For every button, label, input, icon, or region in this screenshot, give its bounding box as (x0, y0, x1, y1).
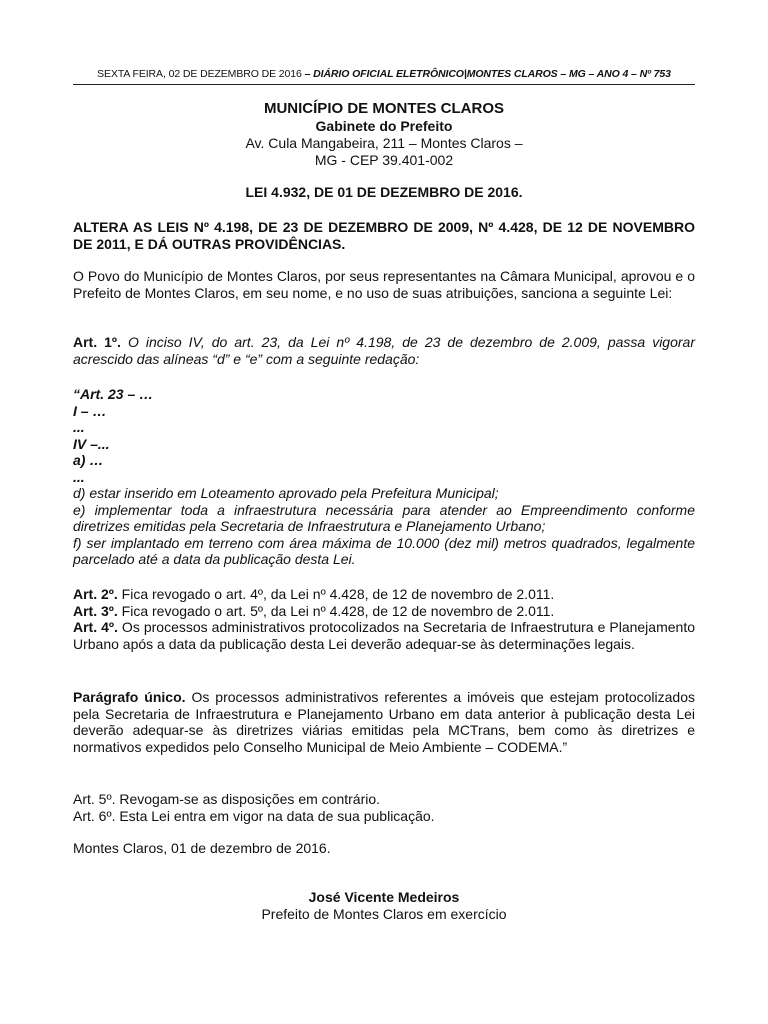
sole-paragraph-text: Os processos administrativos referentes a imóveis que estejam protocolizados pela Secretaria de Infraestrutura e Planejamento Urbano em data anterior à publicação desta Lei deverão adequar-se às diretrizes viárias emitidas pela MCTrans, bem como às diretrizes e normativos expedidos pelo Conselho Municipal de Meio Ambiente – CODEMA.” (73, 689, 696, 755)
quote-line-i: I – … (73, 402, 107, 419)
quote-line-ellipsis-2: ... (73, 468, 85, 485)
article-3-label: Art. 3º. (73, 602, 118, 619)
address-line-2: MG - CEP 39.401-002 (314, 151, 454, 168)
signatory-role: Prefeito de Montes Claros em exercício (261, 906, 507, 922)
quote-item-f: f) ser implantado em terreno com área máxima de 10.000 (dez mil) metros quadrados, legalmente parcelado até a data da publicação desta Lei. (73, 534, 695, 567)
quote-item-e: e) implementar toda a infraestrutura necessária para atender ao Empreendimento conforme diretrizes emitidas pela Secretaria de Infraestrutura e Planejamento Urbano; (73, 501, 695, 534)
header-divider (73, 84, 695, 85)
article-2 (73, 586, 695, 603)
article-4-label: Art. 4º. (73, 619, 118, 635)
article-3-text: Fica revogado o art. 5º, da Lei nº 4.428, de 12 de novembro de 2.011. (117, 602, 555, 619)
article-3 (73, 603, 695, 620)
article-4 (73, 619, 695, 652)
articles-2-4 (73, 586, 695, 652)
header-publication: – DIÁRIO OFICIAL ELETRÔNICO|MONTES CLAROS – MG – ANO 4 – Nº 753 (301, 68, 671, 80)
quote-line-ellipsis-1: ... (73, 419, 85, 435)
article-6: Art. 6º. Esta Lei entra em vigor na data de sua publicação. (73, 807, 435, 824)
quote-line-iv: IV –... (73, 435, 110, 452)
article-1 (73, 334, 695, 367)
sole-paragraph-label: Parágrafo único. (73, 689, 186, 705)
sole-paragraph (73, 689, 695, 755)
article-5: Art. 5º. Revogam-se as disposições em contrário. (73, 791, 381, 807)
article-2-label: Art. 2º. (73, 586, 118, 602)
quote-line-a: a) … (73, 452, 104, 468)
law-ementa: ALTERA AS LEIS Nº 4.198, DE 23 DE DEZEMBRO DE 2009, Nº 4.428, DE 12 DE NOVEMBRO DE 2011, E DÁ OUTRAS PROVIDÊNCIAS. (73, 219, 695, 252)
header-date: SEXTA FEIRA, 02 DE DEZEMBRO DE 2016 (97, 68, 302, 80)
address (73, 135, 695, 168)
preamble: O Povo do Município de Montes Claros, por seus representantes na Câmara Municipal, aprovou e o Prefeito de Montes Claros, em seu nome, e no uso de suas atribuições, sanciona a seguinte Lei: (73, 268, 695, 301)
quoted-amendment (73, 386, 695, 568)
page-header (73, 68, 695, 84)
place-and-date: Montes Claros, 01 de dezembro de 2016. (73, 840, 331, 856)
article-2-text: Fica revogado o art. 4º, da Lei nº 4.428, de 12 de novembro de 2.011. (117, 586, 555, 602)
article-1-label: Art. 1º. (73, 334, 121, 350)
municipality-title: MUNICÍPIO DE MONTES CLAROS (263, 100, 504, 117)
quote-item-d: d) estar inserido em Loteamento aprovado pela Prefeitura Municipal; (73, 485, 499, 501)
quote-line-art23: “Art. 23 – … (73, 386, 154, 402)
office-name: Gabinete do Prefeito (315, 118, 453, 134)
article-1-text: O inciso IV, do art. 23, da Lei nº 4.198, de 23 de dezembro de 2.009, passa vigorar acrescido das alíneas “d” e “e” com a seguinte redação: (73, 334, 695, 367)
address-line-1: Av. Cula Mangabeira, 211 – Montes Claros – (245, 135, 523, 151)
signatory-name: José Vicente Medeiros (308, 889, 460, 905)
final-articles (73, 791, 695, 824)
article-4-text: Os processos administrativos protocolizados na Secretaria de Infraestrutura e Planejamento Urbano após a data da publicação desta Lei deverão adequar-se às determinações legais. (73, 619, 695, 652)
law-title: LEI 4.932, DE 01 DE DEZEMBRO DE 2016. (245, 184, 523, 200)
